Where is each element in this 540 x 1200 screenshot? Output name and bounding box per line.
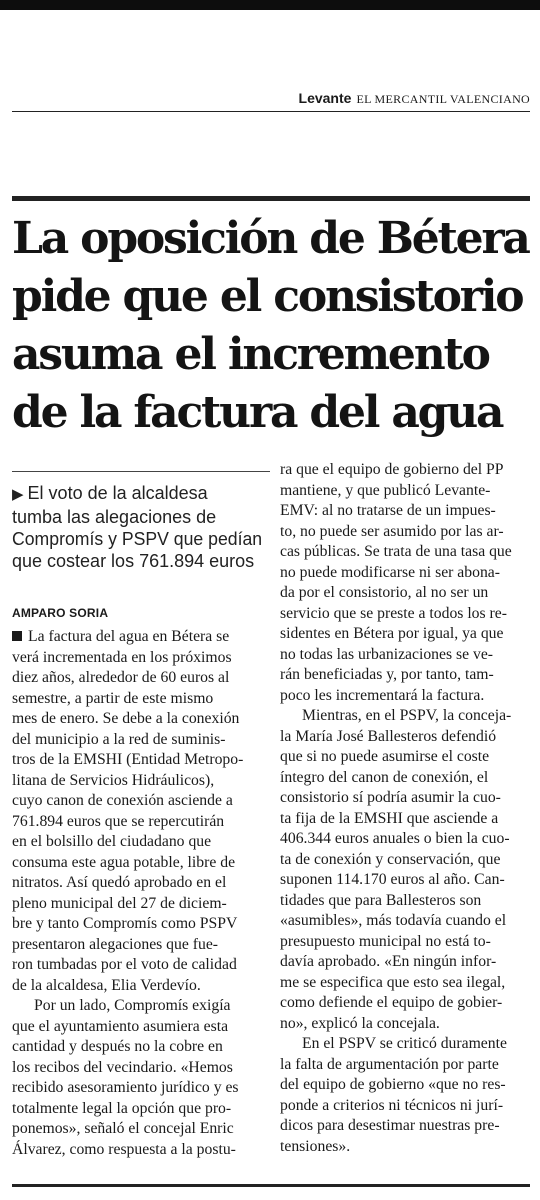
body-line: no», explicó la concejala. — [280, 1014, 440, 1032]
body-line: íntegro del canon de conexión, el — [280, 768, 489, 786]
body-line: verá incrementada en los próximos — [12, 648, 232, 666]
body-line: davía aprobado. «En ningún infor- — [280, 953, 497, 970]
body-line: semestre, a partir de este mismo — [12, 689, 214, 707]
body-line: consistorio sí podría asumir la cuo- — [280, 789, 501, 806]
body-line: da por el consistorio, al no ser un — [280, 584, 489, 601]
body-line: de la alcaldesa, Elia Verdevío. — [12, 976, 201, 994]
headline-line: pide que el consistorio — [12, 271, 523, 322]
deck-line: que costear los 761.894 euros — [12, 551, 255, 571]
body-line: presupuesto municipal no está to- — [280, 932, 491, 950]
body-line: sidentes en Bétera por igual, ya que — [280, 625, 504, 642]
body-line: consuma este agua potable, libre de — [12, 853, 236, 871]
masthead — [299, 90, 530, 107]
deck-line: tumba las alegaciones de — [12, 507, 217, 527]
body-line: ponde a criterios ni técnicos ni jurí- — [280, 1096, 504, 1114]
body-line: rán beneficiadas y, por tanto, tam- — [280, 666, 494, 683]
deck — [12, 482, 262, 572]
body-line: pleno municipal del 27 de diciem- — [12, 894, 227, 912]
header-rule — [12, 111, 530, 112]
body-line: cantidad y después no la cobre en — [12, 1038, 223, 1055]
body-line: La factura del agua en Bétera se — [12, 627, 272, 648]
body-line: ron tumbadas por el voto de calidad — [12, 956, 237, 973]
body-line: cuyo canon de conexión asciende a — [12, 792, 233, 809]
body-line: En el PSPV se criticó duramente — [302, 1035, 507, 1052]
body-line: Por un lado, Compromís exigía — [34, 997, 231, 1014]
article-column-right — [280, 460, 530, 1157]
body-line: 761.894 euros que se repercutirán — [12, 812, 225, 830]
headline-line: La oposición de Bétera — [12, 213, 529, 264]
masthead-subtitle: EL MERCANTIL VALENCIANO — [356, 92, 530, 106]
headline-line: asuma el incremento — [12, 329, 489, 380]
body-line: del municipio a la red de suminis- — [12, 730, 226, 748]
square-bullet-icon — [12, 631, 22, 641]
body-line: cas públicas. Se trata de una tasa que — [280, 543, 512, 560]
body-line: 406.344 euros anuales o bien la cuo- — [280, 830, 510, 847]
headline — [12, 210, 532, 442]
body-line: nitratos. Así quedó aprobado en el — [12, 874, 227, 891]
body-line: la María José Ballesteros defendió — [280, 727, 497, 745]
body-line: «asumibles», más todavía cuando el — [280, 912, 507, 929]
body-line: tidades que para Ballesteros son — [280, 891, 482, 909]
bottom-rule — [12, 1184, 530, 1187]
body-line: ra que el equipo de gobierno del PP — [280, 461, 504, 478]
triangle-bullet-icon: ▶ — [12, 486, 24, 503]
body-line: que el ayuntamiento asumiera esta — [12, 1017, 229, 1035]
body-line: recibido asesoramiento jurídico y es — [12, 1079, 239, 1096]
headline-line: de la factura del agua — [12, 387, 503, 438]
body-line: como defiende el equipo de gobier- — [280, 994, 503, 1011]
body-line: servicio que se preste a todos los re- — [280, 604, 507, 622]
body-line: en el bolsillo del ciudadano que — [12, 833, 212, 850]
body-line: tensiones». — [280, 1137, 351, 1155]
body-line: totalmente legal la opción que pro- — [12, 1099, 232, 1117]
body-line: los recibos del vecindario. «Hemos — [12, 1058, 233, 1076]
body-line: no puede modificarse ni ser abona- — [280, 563, 500, 581]
top-bar — [0, 0, 540, 10]
body-line: mes de enero. Se debe a la conexión — [12, 710, 240, 727]
body-line: bre y tanto Compromís como PSPV — [12, 915, 238, 932]
article-column-left — [12, 627, 272, 1160]
body-line: mantiene, y que publicó Levante- — [280, 481, 491, 499]
body-line: Mientras, en el PSPV, la conceja- — [302, 707, 512, 724]
body-line: dicos para desestimar nuestras pre- — [280, 1117, 500, 1134]
body-line: del equipo de gobierno «que no res- — [280, 1076, 506, 1093]
body-line: poco les incrementará la factura. — [280, 686, 485, 704]
byline: AMPARO SORIA — [12, 606, 109, 620]
deck-rule — [12, 471, 270, 472]
body-line: suponen 114.170 euros al año. Can- — [280, 871, 505, 888]
body-line: presentaron alegaciones que fue- — [12, 935, 219, 953]
body-line: ta de conexión y conservación, que — [280, 850, 501, 868]
headline-rule — [12, 196, 530, 201]
body-line: no todas las urbanizaciones se ve- — [280, 645, 494, 663]
body-line: ponemos», señaló el concejal Enric — [12, 1120, 234, 1137]
body-line: to, no puede ser asumido por las ar- — [280, 522, 504, 540]
body-line: diez años, alrededor de 60 euros al — [12, 669, 230, 686]
body-line: tros de la EMSHI (Entidad Metropo- — [12, 751, 244, 768]
body-line: me se especifica que esto sea ilegal, — [280, 973, 506, 991]
body-line: ta fija de la EMSHI que asciende a — [280, 809, 499, 827]
body-line: Álvarez, como respuesta a la postu- — [12, 1140, 236, 1158]
deck-line: Compromís y PSPV que pedían — [12, 529, 263, 549]
body-line: litana de Servicios Hidráulicos), — [12, 771, 215, 789]
body-line: la falta de argumentación por parte — [280, 1055, 499, 1073]
body-line: EMV: al no tratarse de un impues- — [280, 502, 496, 519]
masthead-brand: Levante — [298, 90, 352, 106]
deck-line: ▶ El voto de la alcaldesa — [12, 483, 208, 503]
body-line: que si no puede asumirse el coste — [280, 748, 490, 765]
